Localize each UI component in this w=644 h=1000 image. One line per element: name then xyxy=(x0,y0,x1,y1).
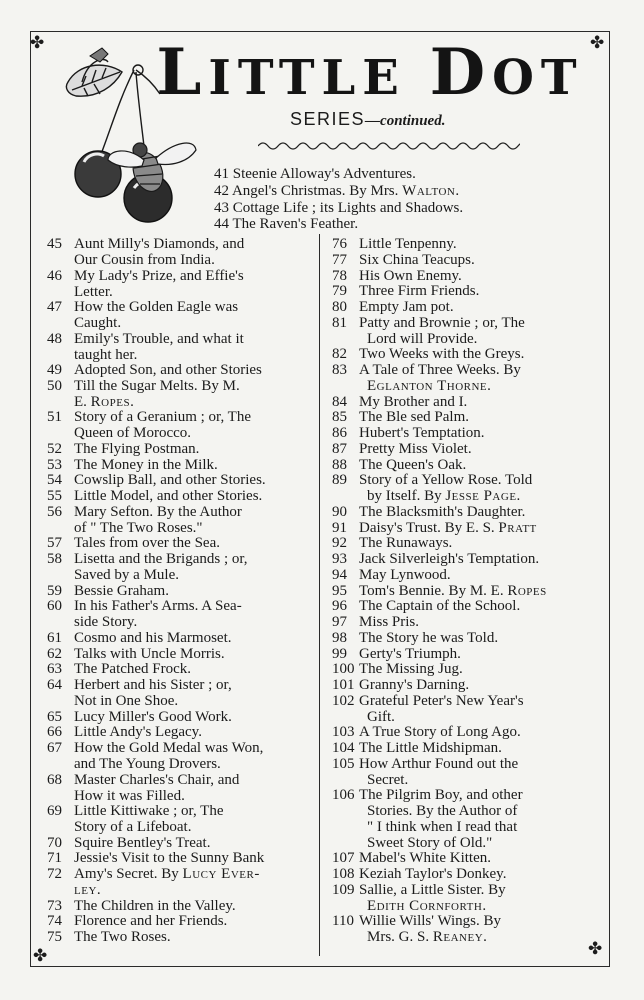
entry-number: 102 xyxy=(332,692,355,709)
list-item: 42 Angel's Christmas. By Mrs. Walton. xyxy=(214,183,460,199)
entry-title: Squire Bentley's Treat. xyxy=(74,834,211,851)
list-item xyxy=(332,677,590,693)
entry-number: 106 xyxy=(332,787,355,804)
entry-title: Daisy's Trust. By E. S. xyxy=(359,519,499,536)
series-subtitle: SERIES—continued. xyxy=(290,109,446,129)
entry-number: 79 xyxy=(332,283,347,300)
list-item xyxy=(47,551,305,583)
entry-title: Talks with Uncle Morris. xyxy=(74,645,225,662)
list-item xyxy=(332,913,590,945)
list-item xyxy=(332,724,590,740)
entry-number: 103 xyxy=(332,724,355,741)
entry-title: Story of a Yellow Rose. Told xyxy=(359,472,533,489)
entry-title: Emily's Trouble, and what it xyxy=(74,330,244,347)
entry-number: 49 xyxy=(47,362,62,378)
entry-author: Pratt xyxy=(498,519,537,536)
list-item xyxy=(332,299,590,315)
entry-number: 51 xyxy=(47,409,62,426)
entry-number: 93 xyxy=(332,551,347,567)
entry-title: Sallie, a Little Sister. By xyxy=(359,881,506,898)
entry-title: How Arthur Found out the xyxy=(359,755,519,772)
list-item xyxy=(332,315,590,347)
list-item xyxy=(332,425,590,441)
entry-title: A Tale of Three Weeks. By xyxy=(359,362,521,378)
corner-ornament-icon: ✤ xyxy=(588,939,603,958)
entry-title: The Children in the Valley. xyxy=(74,897,236,914)
entry-continuation: Caught. xyxy=(74,315,122,331)
entry-number: 82 xyxy=(332,346,347,363)
entry-number: 83 xyxy=(332,362,347,378)
entry-number: 87 xyxy=(332,440,347,457)
list-item xyxy=(332,362,590,394)
list-item xyxy=(332,283,590,299)
list-item xyxy=(332,346,590,362)
list-item xyxy=(332,394,590,410)
entry-number: 63 xyxy=(47,661,62,678)
entry-number: 78 xyxy=(332,267,347,284)
list-item xyxy=(47,409,305,441)
wavy-rule-divider xyxy=(258,138,520,154)
entry-number: 84 xyxy=(332,393,347,410)
list-item xyxy=(332,535,590,551)
entry-continuation: Our Cousin from India. xyxy=(74,252,215,268)
list-item xyxy=(332,850,590,866)
entry-title: Willie Wills' Wings. By xyxy=(359,913,502,930)
entry-number: 81 xyxy=(332,314,347,331)
entry-number: 45 xyxy=(47,236,62,252)
entry-number: 62 xyxy=(47,645,62,662)
entry-title: Till the Sugar Melts. By M. xyxy=(74,377,240,394)
entry-number: 91 xyxy=(332,519,347,536)
entry-number: 107 xyxy=(332,850,355,867)
entry-title: Six China Teacups. xyxy=(359,251,475,268)
list-item xyxy=(332,598,590,614)
corner-ornament-icon: ✤ xyxy=(590,33,605,52)
entry-title: Master Charles's Chair, and xyxy=(74,771,240,788)
entry-title: Miss Pris. xyxy=(359,614,420,630)
entry-author: Ropes xyxy=(507,582,547,599)
entry-continuation: " I think when I read that xyxy=(367,819,518,836)
list-item xyxy=(332,740,590,756)
entry-title: How the Gold Medal was Won, xyxy=(74,740,264,756)
entry-title: Jessie's Visit to the Sunny Bank xyxy=(74,850,265,867)
entry-title: Patty and Brownie ; or, The xyxy=(359,314,525,331)
entry-title: Grateful Peter's New Year's xyxy=(359,692,524,709)
entry-continuation: and The Young Drovers. xyxy=(74,756,221,772)
list-item xyxy=(332,614,590,630)
list-item xyxy=(332,551,590,567)
entry-number: 67 xyxy=(47,740,62,756)
entry-title: Three Firm Friends. xyxy=(359,283,480,300)
entry-continuation: Letter. xyxy=(74,283,113,300)
list-item xyxy=(47,850,305,866)
entry-title: Cowslip Ball, and other Stories. xyxy=(74,472,266,489)
entry-title: The Little Midshipman. xyxy=(359,740,502,756)
list-item xyxy=(47,677,305,709)
entry-continuation: Sweet Story of Old." xyxy=(367,835,493,852)
entry-number: 108 xyxy=(332,866,355,882)
series-title: LITTLE DOT xyxy=(156,35,584,110)
entry-author: Lucy Ever- xyxy=(182,866,260,882)
entry-title: The Queen's Oak. xyxy=(359,456,467,473)
entry-title: Jack Silverleigh's Temptation. xyxy=(359,551,540,567)
entry-number: 75 xyxy=(47,929,62,945)
list-item xyxy=(47,661,305,677)
entry-title: Story of a Geranium ; or, The xyxy=(74,409,251,426)
corner-ornament-icon: ✤ xyxy=(30,33,45,52)
entry-title: The Pilgrim Boy, and other xyxy=(359,787,523,804)
entry-number: 74 xyxy=(47,913,62,930)
entry-title: Little Tenpenny. xyxy=(359,236,457,252)
entry-number: 105 xyxy=(332,755,355,772)
entry-number: 109 xyxy=(332,881,355,898)
entry-number: 72 xyxy=(47,866,62,882)
entry-title: The Runaways. xyxy=(359,535,453,552)
entry-continuation: of " The Two Roses." xyxy=(74,519,203,536)
list-item xyxy=(332,268,590,284)
entry-continuation: by Itself. By Jesse Page. xyxy=(367,488,521,505)
list-item xyxy=(47,268,305,300)
entry-continuation: Secret. xyxy=(367,771,409,788)
entry-continuation: E. Ropes. xyxy=(74,393,135,410)
entry-title: Lucy Miller's Good Work. xyxy=(74,708,232,725)
entry-number: 46 xyxy=(47,267,62,284)
entry-title: How the Golden Eagle was xyxy=(74,299,239,315)
entry-number: 98 xyxy=(332,629,347,646)
entry-number: 68 xyxy=(47,771,62,788)
entry-number: 53 xyxy=(47,456,62,473)
entry-number: 55 xyxy=(47,488,62,504)
list-item xyxy=(47,299,305,331)
entry-number: 97 xyxy=(332,614,347,630)
entry-number: 65 xyxy=(47,708,62,725)
entry-continuation: Stories. By the Author of xyxy=(367,803,518,820)
entry-title: The Two Roses. xyxy=(74,929,171,945)
entry-number: 69 xyxy=(47,803,62,819)
list-item xyxy=(332,409,590,425)
entry-title: Little Andy's Legacy. xyxy=(74,724,202,741)
entry-title: In his Father's Arms. A Sea- xyxy=(74,598,242,615)
list-item xyxy=(332,441,590,457)
entry-number: 66 xyxy=(47,724,62,741)
list-item xyxy=(47,709,305,725)
entry-number: 57 xyxy=(47,535,62,552)
list-item xyxy=(332,866,590,882)
list-item xyxy=(47,772,305,804)
entry-number: 58 xyxy=(47,551,62,567)
entry-title: The Patched Frock. xyxy=(74,661,192,678)
entry-continuation: Saved by a Mule. xyxy=(74,567,179,583)
entry-title: Little Kittiwake ; or, The xyxy=(74,803,224,819)
entry-number: 70 xyxy=(47,834,62,851)
list-item xyxy=(47,236,305,268)
entry-number: 110 xyxy=(332,913,354,930)
list-item xyxy=(47,724,305,740)
entry-number: 76 xyxy=(332,236,347,252)
entry-number: 71 xyxy=(47,850,62,867)
list-item xyxy=(47,866,305,898)
entry-number: 104 xyxy=(332,740,355,756)
list-item xyxy=(332,472,590,504)
entry-title: My Lady's Prize, and Effie's xyxy=(74,267,244,284)
entry-continuation: Eglanton Thorne. xyxy=(367,378,492,394)
entry-number: 99 xyxy=(332,645,347,662)
entry-continuation: Mrs. G. S. Reaney. xyxy=(367,929,488,946)
list-item xyxy=(332,661,590,677)
entry-title: Pretty Miss Violet. xyxy=(359,440,472,457)
entry-title: Mary Sefton. By the Author xyxy=(74,503,242,520)
list-item xyxy=(332,504,590,520)
entry-number: 59 xyxy=(47,582,62,599)
entry-number: 60 xyxy=(47,598,62,615)
entry-number: 92 xyxy=(332,535,347,552)
entry-title: The Missing Jug. xyxy=(359,661,463,678)
entry-number: 50 xyxy=(47,377,62,394)
entry-number: 73 xyxy=(47,897,62,914)
entry-continuation: Gift. xyxy=(367,708,395,725)
entry-title: Cosmo and his Marmoset. xyxy=(74,629,232,646)
entry-title: The Flying Postman. xyxy=(74,440,200,457)
list-item: 43 Cottage Life ; its Lights and Shadows. xyxy=(214,200,464,216)
entry-number: 88 xyxy=(332,456,347,473)
list-item xyxy=(47,457,305,473)
list-item xyxy=(332,646,590,662)
entry-number: 89 xyxy=(332,472,347,489)
list-item xyxy=(47,331,305,363)
entry-title: Adopted Son, and other Stories xyxy=(74,362,262,378)
entry-title: Tales from over the Sea. xyxy=(74,535,220,552)
entry-number: 96 xyxy=(332,598,347,615)
entry-number: 61 xyxy=(47,629,62,646)
entry-title: May Lynwood. xyxy=(359,566,451,583)
list-item xyxy=(332,756,590,788)
entry-title: My Brother and I. xyxy=(359,393,468,410)
entry-number: 80 xyxy=(332,299,347,315)
list-item: 41 Steenie Alloway's Adventures. xyxy=(214,166,416,182)
list-item xyxy=(47,913,305,929)
list-item xyxy=(47,929,305,945)
list-item xyxy=(47,583,305,599)
entry-number: 85 xyxy=(332,409,347,426)
entry-number: 100 xyxy=(332,661,355,678)
corner-ornament-icon: ✤ xyxy=(33,946,48,965)
list-item xyxy=(332,236,590,252)
entry-number: 47 xyxy=(47,299,62,315)
entry-title: Aunt Milly's Diamonds, and xyxy=(74,236,245,252)
entry-number: 90 xyxy=(332,503,347,520)
entry-number: 52 xyxy=(47,440,62,457)
list-item xyxy=(47,740,305,772)
entry-title: Little Model, and other Stories. xyxy=(74,488,263,504)
entry-title: Lisetta and the Brigands ; or, xyxy=(74,551,248,567)
entry-title: Empty Jam pot. xyxy=(359,299,454,315)
list-item xyxy=(332,630,590,646)
entry-continuation: ley. xyxy=(74,882,102,898)
list-item xyxy=(47,504,305,536)
entry-title: The Blacksmith's Daughter. xyxy=(359,503,526,520)
entry-number: 86 xyxy=(332,425,347,441)
entry-continuation: Edith Cornforth. xyxy=(367,897,487,914)
entry-continuation: taught her. xyxy=(74,346,138,363)
entry-number: 101 xyxy=(332,677,355,693)
entry-title: Two Weeks with the Greys. xyxy=(359,346,525,363)
entry-number: 54 xyxy=(47,472,62,489)
entry-continuation: Queen of Morocco. xyxy=(74,425,192,442)
list-item xyxy=(332,252,590,268)
entry-title: The Captain of the School. xyxy=(359,598,521,615)
entry-title: Florence and her Friends. xyxy=(74,913,228,930)
list-item xyxy=(47,362,305,378)
list-item xyxy=(332,693,590,725)
list-item xyxy=(332,567,590,583)
list-item xyxy=(47,441,305,457)
column-divider xyxy=(319,234,320,956)
entry-continuation: side Story. xyxy=(74,614,138,631)
entry-title: The Money in the Milk. xyxy=(74,456,218,473)
list-item xyxy=(332,882,590,914)
list-item xyxy=(47,803,305,835)
entry-title: Gerty's Triumph. xyxy=(359,645,461,662)
entry-number: 95 xyxy=(332,582,347,599)
entry-title: Mabel's White Kitten. xyxy=(359,850,491,867)
list-item xyxy=(47,535,305,551)
list-item xyxy=(47,835,305,851)
entry-number: 48 xyxy=(47,330,62,347)
entry-number: 77 xyxy=(332,251,347,268)
entry-continuation: Not in One Shoe. xyxy=(74,693,179,709)
entry-title: The Story he was Told. xyxy=(359,629,499,646)
list-item xyxy=(47,378,305,410)
entry-number: 64 xyxy=(47,677,62,693)
entry-continuation: Story of a Lifeboat. xyxy=(74,819,192,835)
entry-title: Hubert's Temptation. xyxy=(359,425,485,441)
entry-title: Amy's Secret. By xyxy=(74,866,183,882)
list-item xyxy=(47,898,305,914)
list-item xyxy=(47,598,305,630)
entry-title: Herbert and his Sister ; or, xyxy=(74,677,232,693)
entry-number: 56 xyxy=(47,503,62,520)
entry-title: Keziah Taylor's Donkey. xyxy=(359,866,507,882)
entry-title: A True Story of Long Ago. xyxy=(359,724,521,741)
list-item xyxy=(47,488,305,504)
entry-title: The Ble sed Palm. xyxy=(359,409,469,426)
entry-number: 94 xyxy=(332,566,347,583)
list-item xyxy=(47,630,305,646)
list-item xyxy=(47,646,305,662)
list-item xyxy=(332,457,590,473)
list-item xyxy=(332,787,590,851)
entry-continuation: Lord will Provide. xyxy=(367,330,478,347)
entry-title: Tom's Bennie. By M. E. xyxy=(359,582,508,599)
list-item xyxy=(332,520,590,536)
list-item: 44 The Raven's Feather. xyxy=(214,216,359,232)
entry-title: Granny's Darning. xyxy=(359,677,470,693)
entry-continuation: How it was Filled. xyxy=(74,787,185,804)
entry-title: His Own Enemy. xyxy=(359,267,462,284)
entry-title: Bessie Graham. xyxy=(74,582,169,599)
list-item xyxy=(47,472,305,488)
list-item xyxy=(332,583,590,599)
